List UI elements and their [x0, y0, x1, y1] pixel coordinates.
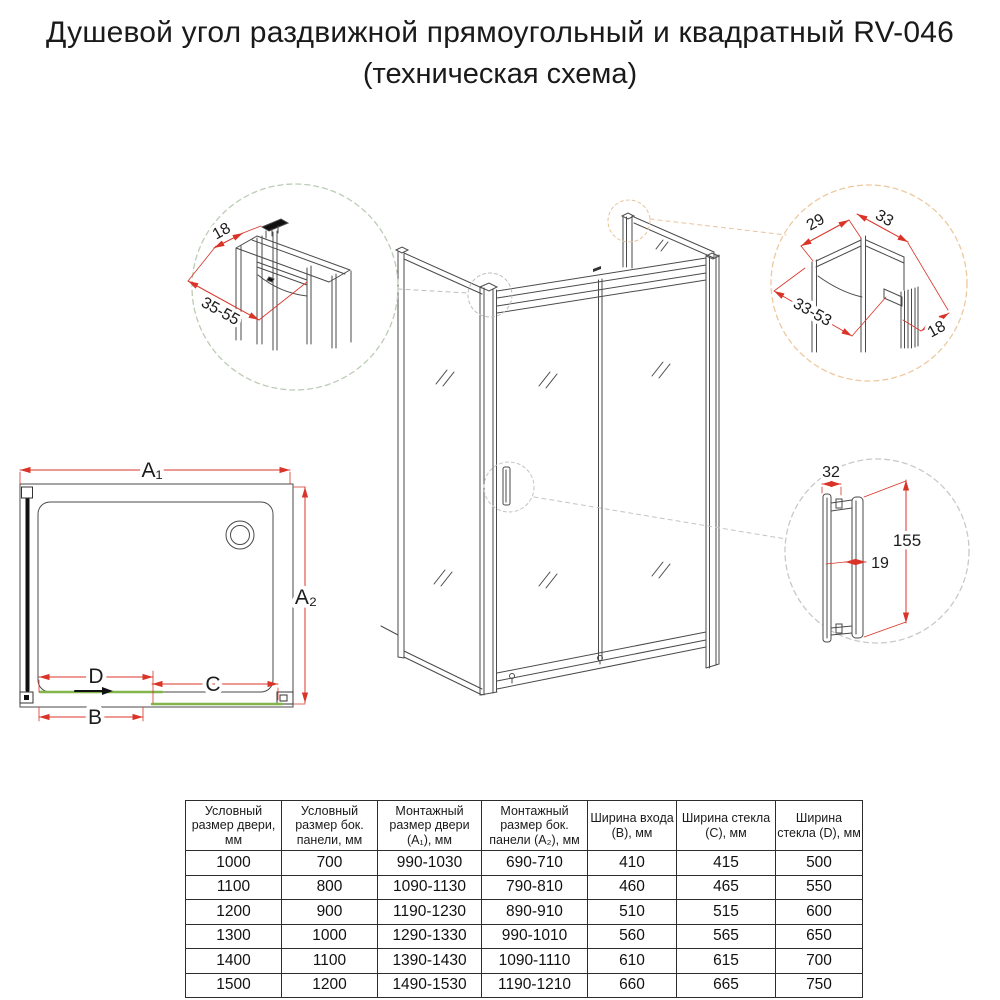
table-cell: 1190-1230: [378, 900, 482, 925]
plan-label-d: D: [88, 665, 104, 688]
dim-18-top-left: 18: [209, 219, 234, 244]
main-3d-view: [381, 200, 719, 695]
plan-glass-panels: [40, 692, 282, 704]
table-cell: 1400: [186, 949, 282, 974]
plan-label-b: B: [87, 706, 103, 729]
detail-circle-top-right: [771, 185, 967, 381]
table-cell: 660: [588, 973, 677, 998]
plan-label-a2: A₂: [294, 586, 318, 609]
table-cell: 560: [588, 924, 677, 949]
table-cell: 610: [588, 949, 677, 974]
profile-section-drawing: [812, 236, 918, 352]
table-cell: 1090-1130: [378, 875, 482, 900]
table-cell: 460: [588, 875, 677, 900]
col-header-glass-d: Ширина стекла (D), мм: [776, 801, 863, 851]
table-cell: 750: [776, 973, 863, 998]
table-cell: 550: [776, 875, 863, 900]
table-cell: 500: [776, 851, 863, 876]
table-cell: 990-1010: [482, 924, 588, 949]
leader-top-left: [398, 289, 468, 293]
dimensions-handle: [822, 480, 906, 637]
page-title-line2: (техническая схема): [362, 58, 638, 90]
table-cell: 890-910: [482, 900, 588, 925]
table-cell: 1000: [186, 851, 282, 876]
size-table: [185, 800, 863, 998]
table-cell: 465: [677, 875, 776, 900]
table-cell: 1100: [186, 875, 282, 900]
table-cell: 1390-1430: [378, 949, 482, 974]
table-row: [186, 924, 863, 949]
table-cell: 665: [677, 973, 776, 998]
table-cell: 1090-1110: [482, 949, 588, 974]
size-table-head: [186, 801, 863, 851]
col-header-panel-mount: Монтажный размер бок. панели (A₂), мм: [482, 801, 588, 851]
detail-top-right: [771, 185, 967, 381]
table-cell: 900: [282, 900, 378, 925]
wall-profile-right: [706, 253, 719, 668]
table-cell: 650: [776, 924, 863, 949]
leader-lines: [398, 219, 786, 539]
detail-handle: [785, 459, 969, 643]
side-glass-panel: [404, 253, 482, 695]
table-cell: 1100: [282, 949, 378, 974]
detail-top-left: [188, 184, 398, 390]
table-header-row: [186, 801, 863, 851]
dim-155: 155: [892, 531, 922, 550]
detail-marker-top-corner: [468, 273, 512, 317]
table-cell: 1190-1210: [482, 973, 588, 998]
table-cell: 790-810: [482, 875, 588, 900]
dim-33-53: 33-53: [790, 295, 835, 330]
table-cell: 800: [282, 875, 378, 900]
table-row: [186, 900, 863, 925]
plan-label-a1: A₁: [141, 459, 163, 482]
slide-direction-arrow: [75, 687, 113, 695]
dim-29: 29: [803, 210, 828, 235]
table-cell: 700: [282, 851, 378, 876]
table-cell: 410: [588, 851, 677, 876]
plan-side-glass: [20, 487, 293, 704]
table-cell: 990-1030: [378, 851, 482, 876]
dim-32: 32: [822, 464, 840, 481]
plan-label-c: C: [205, 673, 221, 696]
sliding-door-panels: [539, 279, 670, 661]
table-cell: 1500: [186, 973, 282, 998]
col-header-panel-size: Условный размер бок. панели, мм: [282, 801, 378, 851]
table-cell: 615: [677, 949, 776, 974]
leader-handle: [534, 497, 786, 539]
table-cell: 1290-1330: [378, 924, 482, 949]
col-header-door-size: Условный размер двери, мм: [186, 801, 282, 851]
table-cell: 1300: [186, 924, 282, 949]
table-cell: 1000: [282, 924, 378, 949]
wall-profile-left: [381, 247, 408, 658]
dim-35-55: 35-55: [198, 294, 243, 329]
plan-dimensions: [20, 470, 305, 721]
detail-circle-handle: [785, 459, 969, 643]
table-cell: 700: [776, 949, 863, 974]
table-row: [186, 949, 863, 974]
detail-circle-top-left: [192, 184, 398, 390]
col-header-door-mount: Монтажный размер двери (A₁), мм: [378, 801, 482, 851]
shower-tray: [20, 484, 293, 707]
door-profile-left: [480, 283, 497, 695]
dim-33: 33: [872, 206, 897, 231]
size-table-body: [186, 851, 863, 998]
table-cell: 600: [776, 900, 863, 925]
handle-drawing: [823, 494, 863, 642]
table-cell: 1200: [186, 900, 282, 925]
table-cell: 510: [588, 900, 677, 925]
door-handle: [503, 467, 510, 505]
table-cell: 1200: [282, 973, 378, 998]
table-row: [186, 973, 863, 998]
table-cell: 515: [677, 900, 776, 925]
page-title-line1: Душевой угол раздвижной прямоугольный и квадратный RV-046: [45, 16, 955, 49]
table-row: [186, 875, 863, 900]
col-header-glass-c: Ширина стекла (C), мм: [677, 801, 776, 851]
plan-view: [20, 459, 317, 729]
dim-19: 19: [871, 555, 889, 572]
col-header-entry-width: Ширина входа (B), мм: [588, 801, 677, 851]
table-cell: 690-710: [482, 851, 588, 876]
rail-section-drawing: [236, 219, 351, 350]
table-cell: 565: [677, 924, 776, 949]
dim-18-top-right: 18: [924, 317, 949, 342]
table-cell: 1490-1530: [378, 973, 482, 998]
table-cell: 415: [677, 851, 776, 876]
table-row: [186, 851, 863, 876]
